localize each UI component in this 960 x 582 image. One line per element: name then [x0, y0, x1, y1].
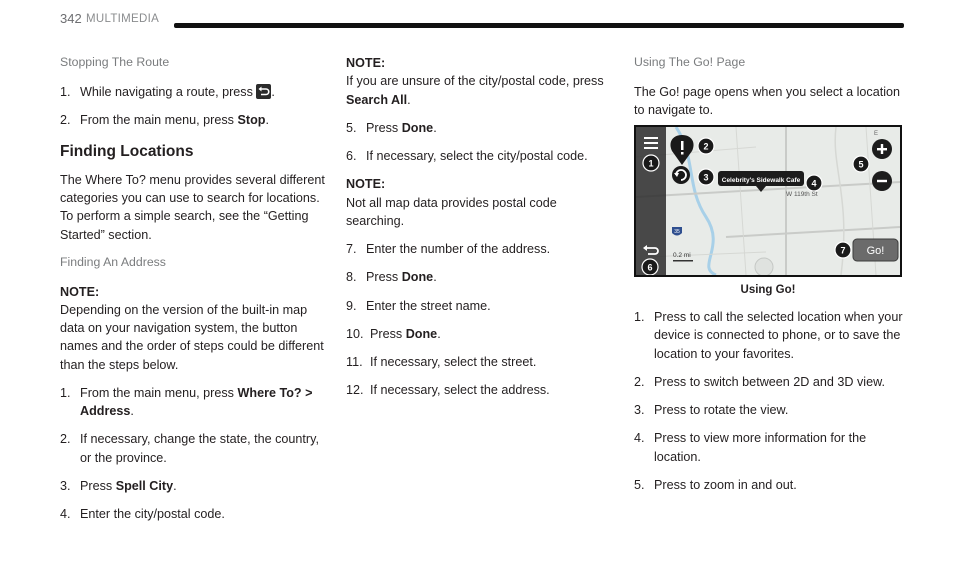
item-number: 5.	[634, 477, 645, 492]
scale-bar	[673, 260, 693, 262]
go-page-intro: The Go! page opens when you select a location to navigate to.	[634, 84, 901, 118]
item-number: 1.	[634, 310, 645, 324]
callout-3-label: 3	[703, 172, 709, 183]
item-bold: Done	[401, 270, 434, 285]
item-text: Enter the city/postal code.	[80, 507, 225, 522]
item-text-after: .	[173, 478, 177, 493]
stopping-route-heading: Stopping The Route	[60, 55, 170, 69]
list-item	[634, 476, 906, 494]
note-bold: Search All	[346, 92, 408, 107]
list-item	[346, 147, 618, 165]
item-text-after: .	[271, 84, 275, 99]
item-text: If necessary, select the street.	[370, 355, 537, 369]
item-number: 5.	[346, 120, 357, 135]
note-label: NOTE:	[60, 284, 100, 299]
item-number: 6.	[346, 149, 357, 163]
go-button-label: Go!	[866, 245, 885, 257]
note-text: Depending on the version of the built-in map data on your navigation system, the button names and the order of steps could be different than the steps below.	[60, 302, 324, 372]
list-item	[634, 373, 906, 391]
finding-locations-heading: Finding Locations	[60, 143, 194, 161]
item-bold: Stop	[237, 113, 266, 128]
list-item	[346, 297, 618, 315]
item-bold: Done	[405, 326, 438, 341]
item-text: Press to zoom in and out.	[654, 477, 797, 492]
column-2	[346, 54, 618, 410]
go-page-heading: Using The Go! Page	[634, 55, 746, 69]
callout-6-label: 6	[647, 262, 653, 273]
item-bold: Spell City	[115, 478, 174, 493]
item-text: If necessary, change the state, the country, or the province.	[80, 432, 319, 465]
header-rule	[174, 23, 904, 28]
list-item	[346, 325, 618, 343]
zoom-in-button[interactable]	[872, 139, 892, 159]
item-text: Press	[366, 120, 399, 135]
item-text: Press to call the selected location when your device is connected to phone, or to save the location to your favorites.	[654, 310, 903, 361]
item-text: Enter the street name.	[366, 298, 491, 313]
list-item	[346, 119, 618, 137]
list-item	[346, 381, 618, 399]
item-text: Press	[370, 326, 403, 341]
item-number: 11.	[346, 355, 363, 369]
item-text: While navigating a route, press	[80, 84, 253, 99]
page-number: 342	[60, 11, 82, 26]
note-label: NOTE:	[346, 177, 386, 192]
item-number: 12.	[346, 383, 364, 398]
item-number: 3.	[634, 403, 645, 417]
section-title: MULTIMEDIA	[86, 13, 160, 25]
item-text-after: .	[265, 113, 269, 128]
item-text: Press to switch between 2D and 3D view.	[654, 374, 885, 389]
list-item	[60, 477, 328, 495]
park	[755, 258, 773, 275]
finding-address-heading: Finding An Address	[60, 254, 166, 269]
street-label: W 119th St	[786, 191, 818, 198]
item-text: Press	[366, 270, 399, 285]
map-graphic	[636, 127, 900, 275]
note-label: NOTE:	[346, 56, 386, 70]
scale-label: 0.2 mi	[673, 252, 691, 259]
callout-2-label: 2	[703, 141, 709, 152]
item-text: Press to view more information for the location.	[654, 431, 867, 464]
note-text	[346, 72, 618, 109]
menu-icon[interactable]	[644, 137, 658, 149]
item-text-after: .	[437, 326, 441, 341]
item-number: 4.	[634, 431, 645, 446]
note-text: Not all map data provides postal code searching.	[346, 195, 557, 228]
list-item	[60, 430, 328, 467]
list-item	[346, 353, 618, 371]
item-text: Enter the number of the address.	[366, 242, 551, 256]
item-text: If necessary, select the address.	[370, 383, 550, 398]
callout-1-label: 1	[648, 158, 654, 169]
item-number: 1.	[60, 84, 71, 99]
list-item	[60, 384, 328, 421]
go-page-list	[634, 308, 906, 504]
list-item	[60, 83, 328, 101]
page-header	[60, 10, 904, 32]
column-3	[634, 54, 906, 129]
item-text: From the main menu, press	[80, 385, 234, 400]
item-text: Press	[80, 478, 113, 493]
list-item	[60, 505, 328, 523]
item-number: 2.	[60, 432, 71, 447]
item-number: 4.	[60, 507, 71, 522]
zoom-out-button[interactable]	[872, 171, 892, 191]
callout-4-label: 4	[811, 178, 817, 189]
item-bold: Done	[401, 120, 434, 135]
item-text: Press to rotate the view.	[654, 403, 789, 417]
item-number: 7.	[346, 242, 357, 256]
left-toolbar	[636, 127, 666, 275]
item-number: 9.	[346, 298, 357, 313]
callout-7-label: 7	[840, 245, 846, 256]
item-bold: Where To? > Address	[80, 385, 313, 419]
place-label: Celebrity's Sidewalk Cafe	[721, 177, 801, 184]
item-number: 3.	[60, 478, 71, 493]
item-number: 8.	[346, 270, 357, 285]
figure-caption: Using Go!	[740, 284, 796, 296]
list-item	[60, 111, 328, 129]
finding-locations-paragraph: The Where To? menu provides several different categories you can use to search for locations. To perform a simple search, see the “Getting Started” section.	[60, 172, 325, 242]
rotate-view-icon[interactable]	[672, 166, 690, 184]
return-arrow-icon	[256, 84, 271, 99]
list-item	[634, 429, 906, 466]
callout-5-label: 5	[858, 159, 864, 170]
list-item	[346, 240, 618, 258]
item-text-after: .	[130, 404, 134, 419]
item-number: 10.	[346, 326, 364, 341]
item-text: From the main menu, press	[80, 113, 234, 128]
item-text-after: .	[433, 270, 437, 285]
note-text-main: If you are unsure of the city/postal code, press	[346, 74, 604, 89]
list-item	[634, 308, 906, 363]
shield-number: 35	[674, 229, 680, 235]
item-text: If necessary, select the city/postal code.	[366, 149, 588, 163]
navigation-map-figure	[634, 125, 902, 277]
item-number: 2.	[634, 374, 645, 389]
item-text-after: .	[433, 120, 437, 135]
column-1	[60, 54, 328, 533]
compass-letter: E	[874, 131, 879, 137]
note-text-after: .	[407, 92, 411, 107]
item-number: 1.	[60, 385, 71, 400]
item-number: 2.	[60, 113, 71, 128]
list-item	[346, 268, 618, 286]
list-item	[634, 401, 906, 419]
